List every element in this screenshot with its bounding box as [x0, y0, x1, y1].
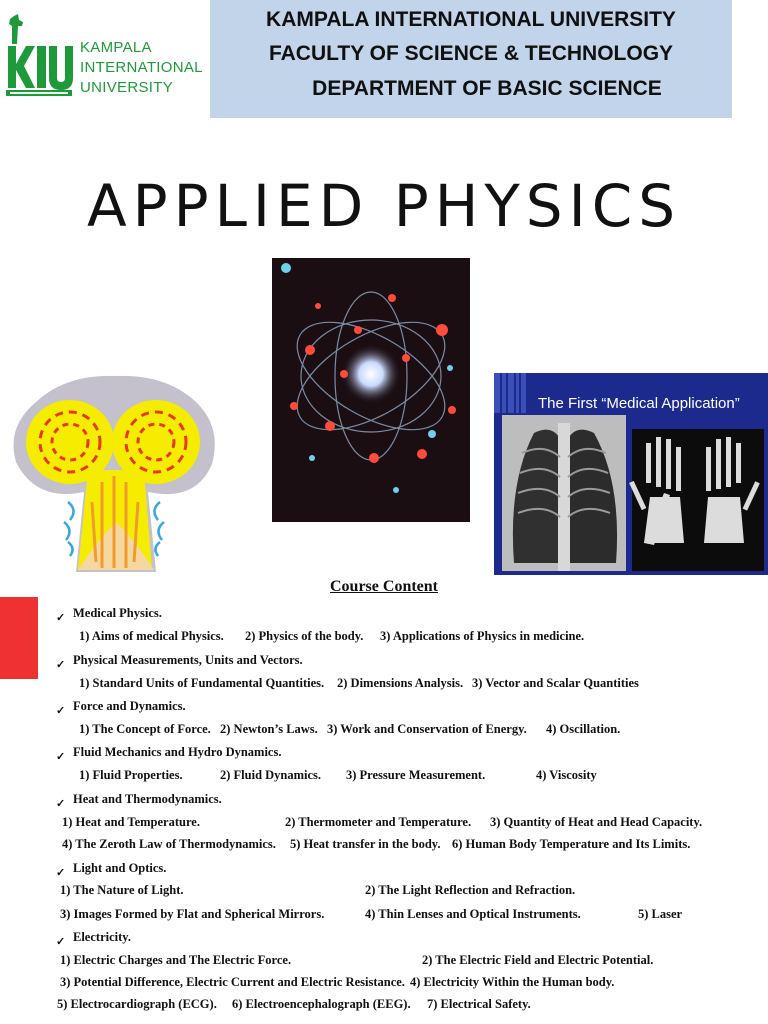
university-logo — [4, 14, 210, 104]
header-department: DEPARTMENT OF BASIC SCIENCE — [312, 77, 662, 100]
topic-item: 3) Pressure Measurement. — [346, 768, 486, 782]
topic-fluid-mechanics: Fluid Mechanics and Hydro Dynamics. — [73, 745, 282, 759]
topic-item: 3) Work and Conservation of Energy. — [327, 722, 527, 736]
logo-wordmark — [80, 38, 203, 98]
topic-item: 7) Electrical Safety. — [427, 997, 531, 1011]
topic-light-optics: Light and Optics. — [73, 861, 167, 875]
topic-item: 3) Potential Difference, Electric Current and Electric Resistance. — [60, 975, 405, 989]
topic-item: 2) Newton’s Laws. — [220, 722, 318, 736]
topic-item: 2) Fluid Dynamics. — [220, 768, 322, 782]
logo-line-2: INTERNATIONAL — [80, 59, 203, 76]
page-title: APPLIED PHYSICS — [86, 172, 682, 240]
topic-electricity: Electricity. — [73, 930, 131, 944]
topic-measurements: Physical Measurements, Units and Vectors. — [73, 653, 303, 667]
topic-item: 4) The Zeroth Law of Thermodynamics. — [62, 837, 276, 851]
topic-item: 6) Electroencephalograph (EEG). — [232, 997, 411, 1011]
topic-item: 3) Vector and Scalar Quantities — [472, 676, 639, 690]
checkmark-bullet-icon: ✓ — [56, 867, 66, 879]
checkmark-bullet-icon: ✓ — [56, 936, 66, 948]
topic-item: 1) Heat and Temperature. — [62, 815, 200, 829]
mushroom-cloud-illustration — [6, 372, 224, 572]
topic-item: 1) The Nature of Light. — [60, 883, 184, 897]
xray-photo — [494, 373, 768, 575]
topic-item: 4) Oscillation. — [546, 722, 621, 736]
red-side-marker — [0, 597, 38, 679]
checkmark-bullet-icon: ✓ — [56, 751, 66, 763]
atom-photo — [272, 258, 470, 522]
kiu-logo-mark-icon — [4, 14, 76, 98]
topic-item: 1) Standard Units of Fundamental Quantities. — [79, 676, 325, 690]
topic-item: 6) Human Body Temperature and Its Limits. — [452, 837, 691, 851]
logo-line-1: KAMPALA — [80, 39, 152, 56]
checkmark-bullet-icon: ✓ — [56, 659, 66, 671]
topic-heat-thermodynamics: Heat and Thermodynamics. — [73, 792, 222, 806]
topic-item: 1) Aims of medical Physics. — [79, 629, 224, 643]
topic-item: 1) The Concept of Force. — [79, 722, 211, 736]
topic-item: 5) Heat transfer in the body. — [290, 837, 441, 851]
checkmark-bullet-icon: ✓ — [56, 798, 66, 810]
topic-item: 4) Viscosity — [536, 768, 597, 782]
topic-item: 1) Fluid Properties. — [79, 768, 183, 782]
topic-medical-physics: Medical Physics. — [73, 606, 162, 620]
header-banner — [210, 0, 732, 118]
topic-item: 3) Images Formed by Flat and Spherical Mirrors. — [60, 907, 325, 921]
topic-item: 4) Electricity Within the Human body. — [410, 975, 615, 989]
topic-item: 2) Physics of the body. — [245, 629, 364, 643]
topic-item: 3) Applications of Physics in medicine. — [380, 629, 585, 643]
topic-item: 4) Thin Lenses and Optical Instruments. — [365, 907, 581, 921]
header-faculty: FACULTY OF SCIENCE & TECHNOLOGY — [268, 42, 674, 65]
topic-item: 2) Thermometer and Temperature. — [285, 815, 472, 829]
topic-item: 3) Quantity of Heat and Head Capacity. — [490, 815, 703, 829]
topic-item: 1) Electric Charges and The Electric Force. — [60, 953, 292, 967]
course-content-heading: Course Content — [330, 578, 438, 595]
checkmark-bullet-icon: ✓ — [56, 612, 66, 624]
topic-item: 5) Electrocardiograph (ECG). — [57, 997, 217, 1011]
topic-item: 2) The Light Reflection and Refraction. — [365, 883, 576, 897]
header-university: KAMPALA INTERNATIONAL UNIVERSITY — [266, 8, 676, 31]
logo-line-3: UNIVERSITY — [80, 79, 174, 96]
topic-item: 2) Dimensions Analysis. — [337, 676, 464, 690]
xray-caption: The First “Medical Application” — [538, 395, 740, 412]
checkmark-bullet-icon: ✓ — [56, 705, 66, 717]
topic-item: 5) Laser — [638, 907, 683, 921]
topic-item: 2) The Electric Field and Electric Potential. — [422, 953, 654, 967]
topic-force-dynamics: Force and Dynamics. — [73, 699, 186, 713]
